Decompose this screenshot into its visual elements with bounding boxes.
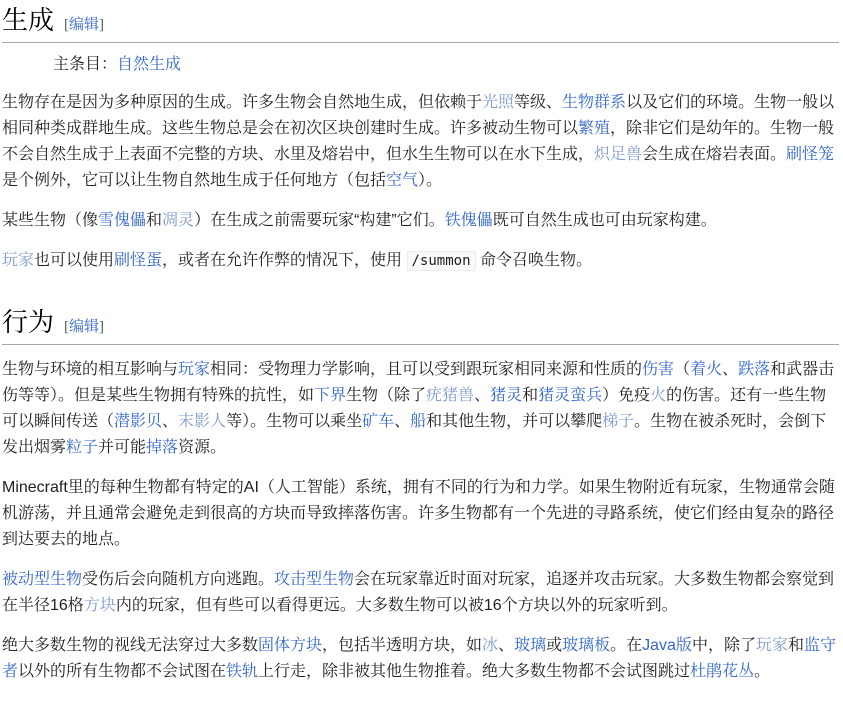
- visited-wiki-link[interactable]: 凋灵: [162, 212, 195, 229]
- text-run: ，除非它们是幼年的。生物一般不会自然生成于上表面不完整的方块、水里及熔岩中，但水生生物可以在水下生成，: [2, 120, 835, 163]
- wiki-link[interactable]: 下界: [314, 387, 347, 404]
- visited-wiki-link[interactable]: 疣猪兽: [426, 387, 475, 404]
- text-run: 和: [146, 212, 163, 229]
- text-run: 是个例外，它可以让生物自然地生成于任何地方（包括: [2, 172, 387, 189]
- wiki-link[interactable]: 自然生成: [117, 56, 182, 73]
- paragraph: [2, 90, 839, 194]
- paragraph: [2, 208, 839, 234]
- paragraph: [2, 248, 839, 274]
- section-heading-spawning: [2, 4, 839, 43]
- edit-bracket-open: [: [64, 17, 70, 33]
- edit-bracket-close: ]: [99, 319, 105, 335]
- text-run: 、: [722, 361, 739, 378]
- wiki-link[interactable]: 矿车: [362, 413, 395, 430]
- text-run: 等）。生物可以乘坐: [226, 413, 363, 430]
- text-run: 、: [162, 413, 179, 430]
- visited-wiki-link[interactable]: 玩家: [755, 637, 788, 654]
- wiki-link[interactable]: 玻璃板: [562, 637, 611, 654]
- text-run: 内的玩家，但有些可以看得更远。大多数生物可以被16个方块以外的玩家听到。: [115, 597, 678, 614]
- wiki-link[interactable]: 玩家: [178, 361, 211, 378]
- paragraph: [2, 475, 839, 553]
- edit-bracket-close: ]: [99, 17, 105, 33]
- text-run: ）。: [418, 172, 443, 189]
- edit-link[interactable]: 编辑: [69, 17, 100, 33]
- wiki-link[interactable]: 杜鹃花丛: [690, 663, 755, 680]
- wiki-link[interactable]: 猪灵蛮兵: [538, 387, 603, 404]
- text-run: ，或者在允许作弊的情况下，使用: [162, 252, 407, 269]
- wiki-link[interactable]: 铁傀儡: [444, 212, 493, 229]
- wiki-link[interactable]: 攻击型生物: [274, 571, 355, 588]
- text-run: 绝大多数生物的视线无法穿过大多数: [2, 637, 259, 654]
- text-run: ）在生成之前需要玩家“构建”它们。: [194, 212, 445, 229]
- visited-wiki-link[interactable]: 火: [650, 387, 667, 404]
- visited-wiki-link[interactable]: 玩家: [2, 252, 35, 269]
- text-run: 以外的所有生物都不会试图在: [18, 663, 227, 680]
- text-run: 、: [474, 387, 491, 404]
- text-run: 上行走，除非被其他生物推着。绝大多数生物都不会试图跳过: [258, 663, 691, 680]
- text-run: 和武器击伤等等）。但是某些生物拥有特殊的抗性，如: [2, 361, 835, 404]
- section-title: 行为: [2, 308, 55, 337]
- text-run: ）免疫: [602, 387, 651, 404]
- text-run: 等级、: [514, 94, 563, 111]
- text-run: 会在玩家靠近时面对玩家，追逐并攻击玩家。大多数生物都会察觉到在半径16格: [2, 571, 835, 614]
- text-run: 主条目：: [53, 56, 118, 73]
- text-run: 或: [546, 637, 563, 654]
- text-run: （: [674, 361, 691, 378]
- section-heading-behavior: [2, 306, 839, 345]
- wiki-link[interactable]: 掉落: [146, 439, 179, 456]
- wiki-link[interactable]: Java版: [642, 637, 692, 654]
- text-run: 生物（除了: [346, 387, 427, 404]
- text-run: 会生成在熔岩表面。: [642, 146, 787, 163]
- text-run: 命令召唤生物。: [475, 252, 592, 269]
- visited-wiki-link[interactable]: 光照: [482, 94, 515, 111]
- wiki-link[interactable]: 猪灵: [490, 387, 523, 404]
- wiki-link[interactable]: 刷怪蛋: [114, 252, 163, 269]
- text-run: 既可自然生成也可由玩家构建。: [492, 212, 717, 229]
- wiki-link[interactable]: 船: [410, 413, 427, 430]
- text-run: 生物与环境的相互影响与: [2, 361, 179, 378]
- wiki-link[interactable]: 监守者: [2, 637, 837, 680]
- hatnote: [2, 52, 839, 78]
- text-run: Minecraft里的每种生物都有特定的AI（人工智能）系统，拥有不同的行为和力学。如果生物附近有玩家，生物通常会随机游荡，并且通常会避免走到很高的方块而导致摔落伤害。许多生物都有一个先进的寻路系统，使它们经由复杂的路径到达要去的地点。: [2, 479, 835, 548]
- wiki-link[interactable]: 铁轨: [226, 663, 259, 680]
- edit-bracket-open: [: [64, 319, 70, 335]
- text-run: 。在: [610, 637, 643, 654]
- text-run: 、: [394, 413, 411, 430]
- visited-wiki-link[interactable]: 梯子: [602, 413, 635, 430]
- wiki-link[interactable]: 固体方块: [258, 637, 323, 654]
- wiki-link[interactable]: 繁殖: [578, 120, 611, 137]
- wiki-link[interactable]: 粒子: [66, 439, 99, 456]
- text-run: 。生物在被杀死时，会倒下发出烟雾: [2, 413, 827, 456]
- wiki-link[interactable]: 空气: [386, 172, 419, 189]
- text-run: 、: [498, 637, 515, 654]
- text-run: 并可能: [98, 439, 147, 456]
- text-run: 。: [754, 663, 771, 680]
- paragraph: [2, 357, 839, 461]
- wiki-link[interactable]: 生物群系: [562, 94, 627, 111]
- text-run: 某些生物（像: [2, 212, 99, 229]
- wiki-link[interactable]: 伤害: [642, 361, 675, 378]
- text-run: 生物存在是因为多种原因的生成。许多生物会自然地生成，但依赖于: [2, 94, 483, 111]
- text-run: 和: [522, 387, 539, 404]
- text-run: 和其他生物，并可以攀爬: [426, 413, 603, 430]
- text-run: 的伤害。还有一些生物可以瞬间传送（: [2, 387, 827, 430]
- wiki-link[interactable]: 雪傀儡: [98, 212, 147, 229]
- edit-section: [64, 319, 104, 335]
- wiki-link[interactable]: 着火: [690, 361, 723, 378]
- visited-wiki-link[interactable]: 炽足兽: [594, 146, 643, 163]
- wiki-link[interactable]: 被动型生物: [2, 571, 83, 588]
- paragraph: [2, 633, 839, 685]
- visited-wiki-link[interactable]: 末影人: [178, 413, 227, 430]
- wiki-link[interactable]: 跌落: [738, 361, 771, 378]
- text-run: 和: [787, 637, 804, 654]
- section-behavior: [2, 306, 839, 685]
- text-run: ，包括半透明方块，如: [322, 637, 483, 654]
- wiki-link[interactable]: 刷怪笼: [786, 146, 835, 163]
- visited-wiki-link[interactable]: 冰: [482, 637, 499, 654]
- section-title: 生成: [2, 6, 55, 35]
- text-run: 受伤后会向随机方向逃跑。: [82, 571, 275, 588]
- edit-link[interactable]: 编辑: [69, 319, 100, 335]
- text-run: 也可以使用: [34, 252, 115, 269]
- text-run: 资源。: [178, 439, 227, 456]
- text-run: 中，除了: [691, 637, 756, 654]
- edit-section: [64, 17, 104, 33]
- text-run: 相同：受物理力学影响，且可以受到跟玩家相同来源和性质的: [210, 361, 643, 378]
- visited-wiki-link[interactable]: 方块: [83, 597, 116, 614]
- text-run: 以及它们的环境。生物一般以相同种类成群地生成。这些生物总是会在初次区块创建时生成。许多被动生物可以: [2, 94, 835, 137]
- wiki-link[interactable]: 潜影贝: [114, 413, 163, 430]
- section-spawning: [2, 4, 839, 274]
- wiki-link[interactable]: 玻璃: [514, 637, 547, 654]
- command-code: /summon: [407, 251, 476, 271]
- paragraph: [2, 567, 839, 619]
